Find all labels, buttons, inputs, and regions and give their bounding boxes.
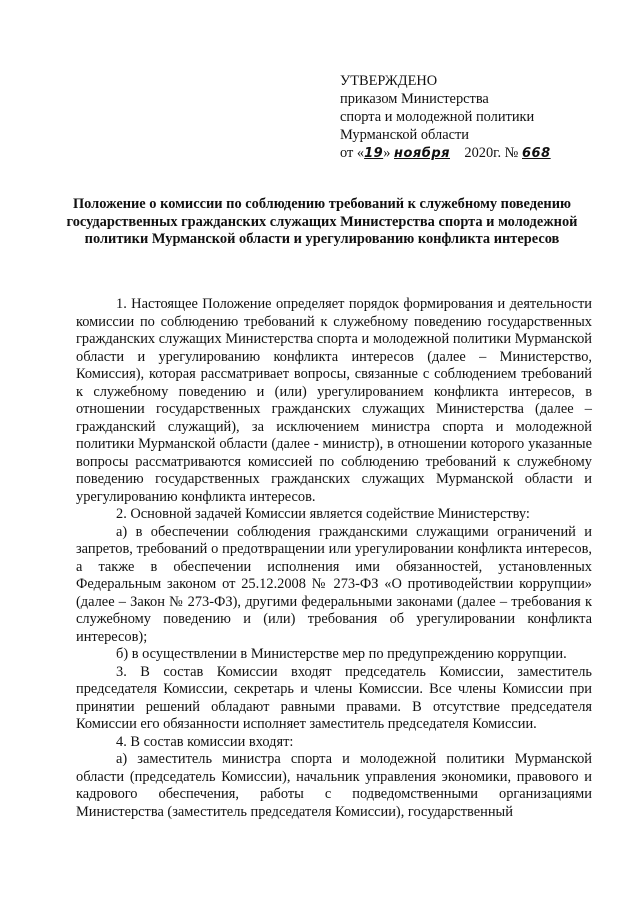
paragraph-4a: а) заместитель министра спорта и молодежной политики Мурманской области (председатель Комиссии), начальник управления экономики, правового и кадрового обеспечения, работы с подведомственными организациями Министерства (заместитель председателя Комиссии), государственный: [76, 751, 592, 820]
paragraph-2: 2. Основной задачей Комиссии является содействие Министерству:: [116, 506, 530, 522]
document-title: Положение о комиссии по соблюдению требований к служебному поведению государственных гражданских служащих Министерства спорта и молодежной политики Мурманской области и урегулированию конфликта интересов: [66, 196, 578, 247]
paragraph-3: 3. В состав Комиссии входят председатель Комиссии, заместитель председателя Комиссии, секретарь и члены Комиссии. Все члены Комиссии при принятии решений обладают равными правами. В отсутствие председателя Комиссии его обязанности исполняет заместитель председателя Комиссии.: [76, 663, 592, 732]
year-and-number-label: 2020г. №: [464, 145, 519, 161]
paragraph-4: 4. В состав комиссии входят:: [116, 733, 294, 750]
approval-order-line: приказом Министерства: [340, 91, 489, 107]
handwritten-order-number: 668: [522, 146, 551, 161]
document-body: [76, 296, 592, 821]
approval-heading: УТВЕРЖДЕНО: [340, 73, 438, 89]
approval-ministry-line: спорта и молодежной политики: [340, 109, 535, 125]
handwritten-month: ноября: [394, 146, 450, 161]
paragraph-1: 1. Настоящее Положение определяет порядок формирования и деятельности комиссии по соблюдению требований к служебному поведению государственных гражданских служащих Министерства спорта и молодежной политики Мурманской области и урегулированию конфликта интересов (далее – Министерство, Комиссия), которая рассматривает вопросы, связанные с соблюдением требований к служебному поведению и (или) урегулированием конфликта интересов, в отношении государственных гражданских служащих Министерства (далее – гражданский служащий), за исключением министра спорта и молодежной политики Мурманской области (далее - министр), в отношении которого указанные вопросы рассматриваются комиссией по соблюдению требований к служебному поведению государственных гражданских служащих Мурманской области и урегулированию конфликта интересов.: [76, 296, 592, 505]
approval-date-number: [340, 144, 610, 163]
date-quote: »: [383, 145, 391, 161]
paragraph-2b: б) в осуществлении в Министерстве мер по предупреждению коррупции.: [116, 646, 567, 662]
paragraph-2a: а) в обеспечении соблюдения гражданскими служащими ограничений и запретов, требований о предотвращении или урегулировании конфликта интересов, а также в обеспечении исполнения ими обязанностей, установленных Федеральным законом от 25.12.2008 № 273-ФЗ «О противодействии коррупции» (далее – Закон № 273-ФЗ), другими федеральными законами (далее – требования к служебному поведению и (или) требования об урегулировании конфликта интересов);: [76, 523, 592, 645]
approval-region-line: Мурманской области: [340, 127, 469, 143]
date-prefix: от «: [340, 145, 365, 161]
approval-stamp: [340, 72, 610, 163]
handwritten-day: 19: [364, 146, 384, 161]
